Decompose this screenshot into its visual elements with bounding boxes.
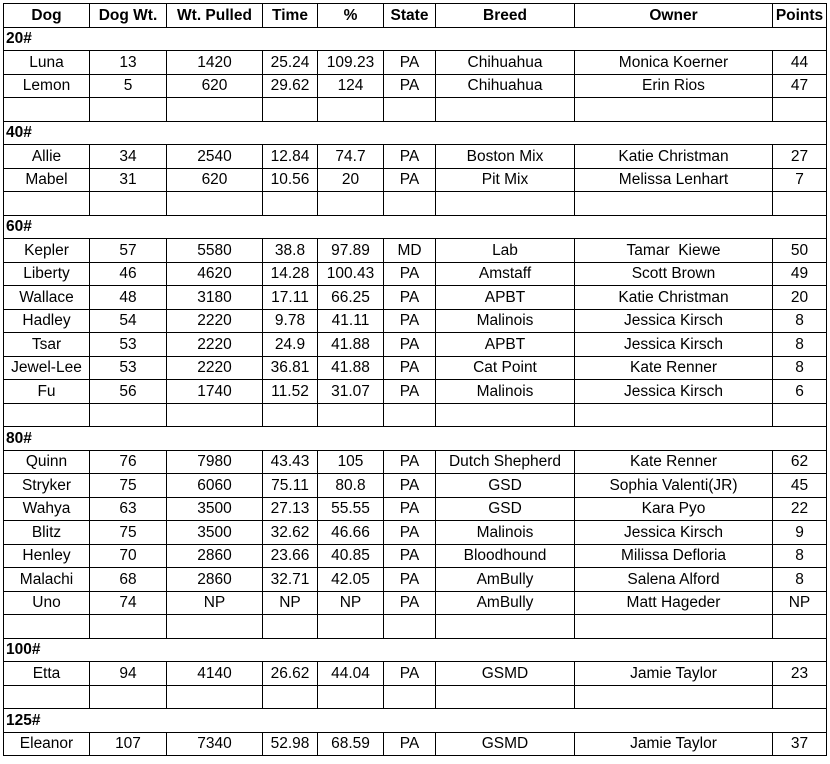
cell-breed: APBT: [436, 286, 575, 310]
cell-owner: Salena Alford: [575, 568, 773, 592]
cell-dog-wt: 46: [90, 262, 167, 286]
cell-points: 8: [773, 544, 827, 568]
cell-points: 44: [773, 51, 827, 75]
cell-percent: 44.04: [318, 662, 384, 686]
cell-dog: Malachi: [4, 568, 90, 592]
spacer-row: [4, 98, 827, 122]
cell-dog-wt: 74: [90, 591, 167, 615]
cell-wt-pulled: 3500: [167, 521, 263, 545]
cell-state: MD: [384, 239, 436, 263]
table-row: [4, 262, 827, 286]
cell-time: 29.62: [263, 74, 318, 98]
column-header-owner: Owner: [575, 4, 773, 28]
empty-cell: [263, 192, 318, 216]
cell-state: PA: [384, 309, 436, 333]
cell-points: 20: [773, 286, 827, 310]
empty-cell: [773, 403, 827, 427]
spacer-row: [4, 192, 827, 216]
cell-time: 14.28: [263, 262, 318, 286]
cell-breed: GSMD: [436, 662, 575, 686]
cell-breed: Amstaff: [436, 262, 575, 286]
cell-time: 75.11: [263, 474, 318, 498]
cell-dog: Eleanor: [4, 732, 90, 756]
cell-breed: APBT: [436, 333, 575, 357]
weight-class-label: 20#: [4, 27, 827, 51]
cell-dog-wt: 53: [90, 356, 167, 380]
empty-cell: [318, 403, 384, 427]
cell-points: 8: [773, 309, 827, 333]
cell-dog: Wahya: [4, 497, 90, 521]
empty-cell: [436, 685, 575, 709]
cell-owner: Jessica Kirsch: [575, 380, 773, 404]
weight-class-row: [4, 709, 827, 733]
cell-state: PA: [384, 51, 436, 75]
weight-class-label: 60#: [4, 215, 827, 239]
table-row: [4, 333, 827, 357]
cell-owner: Katie Christman: [575, 286, 773, 310]
empty-cell: [4, 98, 90, 122]
empty-cell: [263, 403, 318, 427]
cell-owner: Tamar Kiewe: [575, 239, 773, 263]
column-header-breed: Breed: [436, 4, 575, 28]
cell-state: PA: [384, 568, 436, 592]
cell-percent: 40.85: [318, 544, 384, 568]
cell-breed: GSD: [436, 497, 575, 521]
column-header-points: Points: [773, 4, 827, 28]
cell-time: 43.43: [263, 450, 318, 474]
cell-owner: Sophia Valenti(JR): [575, 474, 773, 498]
empty-cell: [90, 192, 167, 216]
empty-cell: [436, 98, 575, 122]
cell-dog-wt: 57: [90, 239, 167, 263]
empty-cell: [167, 98, 263, 122]
empty-cell: [384, 98, 436, 122]
cell-breed: Chihuahua: [436, 74, 575, 98]
results-table: [3, 3, 827, 756]
weight-class-row: [4, 638, 827, 662]
cell-time: 10.56: [263, 168, 318, 192]
cell-points: 47: [773, 74, 827, 98]
table-row: [4, 450, 827, 474]
empty-cell: [575, 403, 773, 427]
table-row: [4, 356, 827, 380]
cell-wt-pulled: 2860: [167, 544, 263, 568]
cell-percent: 20: [318, 168, 384, 192]
table-row: [4, 591, 827, 615]
table-row: [4, 74, 827, 98]
cell-percent: 41.88: [318, 333, 384, 357]
empty-cell: [263, 685, 318, 709]
cell-percent: 97.89: [318, 239, 384, 263]
cell-state: PA: [384, 74, 436, 98]
cell-time: 12.84: [263, 145, 318, 169]
empty-cell: [773, 192, 827, 216]
cell-breed: Pit Mix: [436, 168, 575, 192]
column-header-state: State: [384, 4, 436, 28]
cell-wt-pulled: 7980: [167, 450, 263, 474]
cell-dog-wt: 75: [90, 521, 167, 545]
cell-wt-pulled: 7340: [167, 732, 263, 756]
weight-class-label: 80#: [4, 427, 827, 451]
empty-cell: [436, 192, 575, 216]
cell-points: 50: [773, 239, 827, 263]
cell-owner: Monica Koerner: [575, 51, 773, 75]
cell-dog: Etta: [4, 662, 90, 686]
cell-breed: AmBully: [436, 568, 575, 592]
cell-points: 23: [773, 662, 827, 686]
cell-dog-wt: 31: [90, 168, 167, 192]
cell-percent: 42.05: [318, 568, 384, 592]
cell-breed: Cat Point: [436, 356, 575, 380]
cell-time: 26.62: [263, 662, 318, 686]
cell-state: PA: [384, 380, 436, 404]
cell-time: 27.13: [263, 497, 318, 521]
cell-dog-wt: 107: [90, 732, 167, 756]
cell-dog-wt: 68: [90, 568, 167, 592]
column-header-percent: %: [318, 4, 384, 28]
cell-owner: Jessica Kirsch: [575, 521, 773, 545]
header-row: [4, 4, 827, 28]
cell-breed: Malinois: [436, 309, 575, 333]
cell-owner: Erin Rios: [575, 74, 773, 98]
empty-cell: [90, 615, 167, 639]
cell-dog-wt: 34: [90, 145, 167, 169]
table-header: [4, 4, 827, 28]
cell-time: 52.98: [263, 732, 318, 756]
cell-dog: Hadley: [4, 309, 90, 333]
spacer-row: [4, 615, 827, 639]
cell-points: 8: [773, 568, 827, 592]
cell-owner: Jessica Kirsch: [575, 333, 773, 357]
cell-dog-wt: 76: [90, 450, 167, 474]
weight-class-row: [4, 121, 827, 145]
empty-cell: [773, 685, 827, 709]
cell-dog: Liberty: [4, 262, 90, 286]
cell-wt-pulled: 620: [167, 168, 263, 192]
empty-cell: [167, 685, 263, 709]
column-header-dog-wt: Dog Wt.: [90, 4, 167, 28]
cell-percent: 109.23: [318, 51, 384, 75]
cell-percent: 55.55: [318, 497, 384, 521]
empty-cell: [318, 685, 384, 709]
cell-state: PA: [384, 356, 436, 380]
cell-dog-wt: 63: [90, 497, 167, 521]
cell-percent: 68.59: [318, 732, 384, 756]
cell-wt-pulled: 1420: [167, 51, 263, 75]
empty-cell: [4, 685, 90, 709]
cell-percent: 74.7: [318, 145, 384, 169]
cell-percent: NP: [318, 591, 384, 615]
cell-breed: Chihuahua: [436, 51, 575, 75]
cell-breed: Malinois: [436, 380, 575, 404]
cell-breed: GSMD: [436, 732, 575, 756]
cell-time: 32.71: [263, 568, 318, 592]
empty-cell: [90, 685, 167, 709]
cell-dog-wt: 94: [90, 662, 167, 686]
cell-dog-wt: 70: [90, 544, 167, 568]
cell-points: 22: [773, 497, 827, 521]
cell-time: 17.11: [263, 286, 318, 310]
empty-cell: [90, 403, 167, 427]
cell-time: 23.66: [263, 544, 318, 568]
empty-cell: [263, 615, 318, 639]
cell-points: 8: [773, 356, 827, 380]
cell-wt-pulled: 2220: [167, 309, 263, 333]
weight-class-label: 100#: [4, 638, 827, 662]
cell-state: PA: [384, 662, 436, 686]
weight-class-label: 125#: [4, 709, 827, 733]
cell-time: 9.78: [263, 309, 318, 333]
table-row: [4, 544, 827, 568]
empty-cell: [575, 615, 773, 639]
empty-cell: [436, 403, 575, 427]
empty-cell: [4, 192, 90, 216]
cell-owner: Jessica Kirsch: [575, 309, 773, 333]
cell-time: 36.81: [263, 356, 318, 380]
empty-cell: [436, 615, 575, 639]
cell-dog-wt: 5: [90, 74, 167, 98]
weight-class-row: [4, 27, 827, 51]
cell-dog-wt: 48: [90, 286, 167, 310]
cell-dog-wt: 56: [90, 380, 167, 404]
cell-state: PA: [384, 474, 436, 498]
cell-breed: Boston Mix: [436, 145, 575, 169]
cell-wt-pulled: 2220: [167, 333, 263, 357]
weight-class-row: [4, 215, 827, 239]
empty-cell: [90, 98, 167, 122]
empty-cell: [384, 615, 436, 639]
empty-cell: [575, 192, 773, 216]
empty-cell: [384, 403, 436, 427]
empty-cell: [167, 403, 263, 427]
column-header-time: Time: [263, 4, 318, 28]
cell-wt-pulled: 3180: [167, 286, 263, 310]
cell-dog: Lemon: [4, 74, 90, 98]
cell-state: PA: [384, 262, 436, 286]
cell-points: 62: [773, 450, 827, 474]
cell-percent: 124: [318, 74, 384, 98]
cell-dog: Fu: [4, 380, 90, 404]
cell-points: 49: [773, 262, 827, 286]
cell-points: 8: [773, 333, 827, 357]
cell-time: NP: [263, 591, 318, 615]
cell-percent: 31.07: [318, 380, 384, 404]
empty-cell: [773, 615, 827, 639]
cell-time: 32.62: [263, 521, 318, 545]
cell-wt-pulled: 4140: [167, 662, 263, 686]
spacer-row: [4, 685, 827, 709]
cell-dog: Jewel-Lee: [4, 356, 90, 380]
cell-percent: 46.66: [318, 521, 384, 545]
cell-breed: GSD: [436, 474, 575, 498]
table-row: [4, 145, 827, 169]
cell-time: 24.9: [263, 333, 318, 357]
empty-cell: [773, 98, 827, 122]
table-row: [4, 474, 827, 498]
cell-wt-pulled: 620: [167, 74, 263, 98]
cell-points: 9: [773, 521, 827, 545]
table-row: [4, 168, 827, 192]
cell-wt-pulled: 6060: [167, 474, 263, 498]
cell-dog: Henley: [4, 544, 90, 568]
cell-state: PA: [384, 333, 436, 357]
cell-owner: Melissa Lenhart: [575, 168, 773, 192]
spacer-row: [4, 403, 827, 427]
cell-points: 6: [773, 380, 827, 404]
cell-dog-wt: 75: [90, 474, 167, 498]
cell-wt-pulled: 2220: [167, 356, 263, 380]
cell-dog: Wallace: [4, 286, 90, 310]
cell-dog: Kepler: [4, 239, 90, 263]
table-body: [4, 27, 827, 756]
table-row: [4, 51, 827, 75]
cell-state: PA: [384, 497, 436, 521]
table-row: [4, 568, 827, 592]
empty-cell: [318, 192, 384, 216]
empty-cell: [318, 98, 384, 122]
weight-class-row: [4, 427, 827, 451]
cell-state: PA: [384, 521, 436, 545]
table-row: [4, 521, 827, 545]
empty-cell: [4, 403, 90, 427]
table-row: [4, 662, 827, 686]
cell-state: PA: [384, 168, 436, 192]
cell-percent: 41.11: [318, 309, 384, 333]
table-row: [4, 497, 827, 521]
cell-wt-pulled: 2860: [167, 568, 263, 592]
cell-breed: Bloodhound: [436, 544, 575, 568]
empty-cell: [384, 192, 436, 216]
cell-owner: Scott Brown: [575, 262, 773, 286]
cell-owner: Matt Hageder: [575, 591, 773, 615]
cell-percent: 105: [318, 450, 384, 474]
cell-points: 7: [773, 168, 827, 192]
cell-breed: AmBully: [436, 591, 575, 615]
cell-dog: Uno: [4, 591, 90, 615]
cell-owner: Kate Renner: [575, 356, 773, 380]
cell-percent: 80.8: [318, 474, 384, 498]
empty-cell: [575, 98, 773, 122]
cell-wt-pulled: NP: [167, 591, 263, 615]
cell-points: NP: [773, 591, 827, 615]
table-row: [4, 309, 827, 333]
empty-cell: [384, 685, 436, 709]
cell-dog: Allie: [4, 145, 90, 169]
table-row: [4, 239, 827, 263]
cell-time: 11.52: [263, 380, 318, 404]
cell-dog-wt: 54: [90, 309, 167, 333]
cell-breed: Lab: [436, 239, 575, 263]
cell-dog-wt: 53: [90, 333, 167, 357]
column-header-wt-pulled: Wt. Pulled: [167, 4, 263, 28]
cell-owner: Kara Pyo: [575, 497, 773, 521]
cell-state: PA: [384, 450, 436, 474]
cell-state: PA: [384, 286, 436, 310]
empty-cell: [318, 615, 384, 639]
cell-owner: Katie Christman: [575, 145, 773, 169]
cell-wt-pulled: 2540: [167, 145, 263, 169]
cell-state: PA: [384, 591, 436, 615]
cell-time: 25.24: [263, 51, 318, 75]
cell-points: 45: [773, 474, 827, 498]
cell-state: PA: [384, 544, 436, 568]
cell-percent: 100.43: [318, 262, 384, 286]
cell-owner: Jamie Taylor: [575, 662, 773, 686]
cell-owner: Kate Renner: [575, 450, 773, 474]
empty-cell: [575, 685, 773, 709]
cell-points: 27: [773, 145, 827, 169]
weight-class-label: 40#: [4, 121, 827, 145]
cell-percent: 41.88: [318, 356, 384, 380]
cell-wt-pulled: 4620: [167, 262, 263, 286]
cell-owner: Jamie Taylor: [575, 732, 773, 756]
cell-dog-wt: 13: [90, 51, 167, 75]
cell-owner: Milissa Defloria: [575, 544, 773, 568]
empty-cell: [167, 615, 263, 639]
table-row: [4, 380, 827, 404]
cell-dog: Luna: [4, 51, 90, 75]
cell-points: 37: [773, 732, 827, 756]
empty-cell: [263, 98, 318, 122]
cell-dog: Quinn: [4, 450, 90, 474]
table-row: [4, 286, 827, 310]
cell-wt-pulled: 3500: [167, 497, 263, 521]
cell-dog: Tsar: [4, 333, 90, 357]
empty-cell: [167, 192, 263, 216]
cell-state: PA: [384, 732, 436, 756]
cell-dog: Stryker: [4, 474, 90, 498]
column-header-dog: Dog: [4, 4, 90, 28]
cell-breed: Dutch Shepherd: [436, 450, 575, 474]
cell-dog: Blitz: [4, 521, 90, 545]
cell-wt-pulled: 1740: [167, 380, 263, 404]
table-row: [4, 732, 827, 756]
cell-state: PA: [384, 145, 436, 169]
cell-time: 38.8: [263, 239, 318, 263]
cell-dog: Mabel: [4, 168, 90, 192]
cell-breed: Malinois: [436, 521, 575, 545]
cell-wt-pulled: 5580: [167, 239, 263, 263]
empty-cell: [4, 615, 90, 639]
cell-percent: 66.25: [318, 286, 384, 310]
